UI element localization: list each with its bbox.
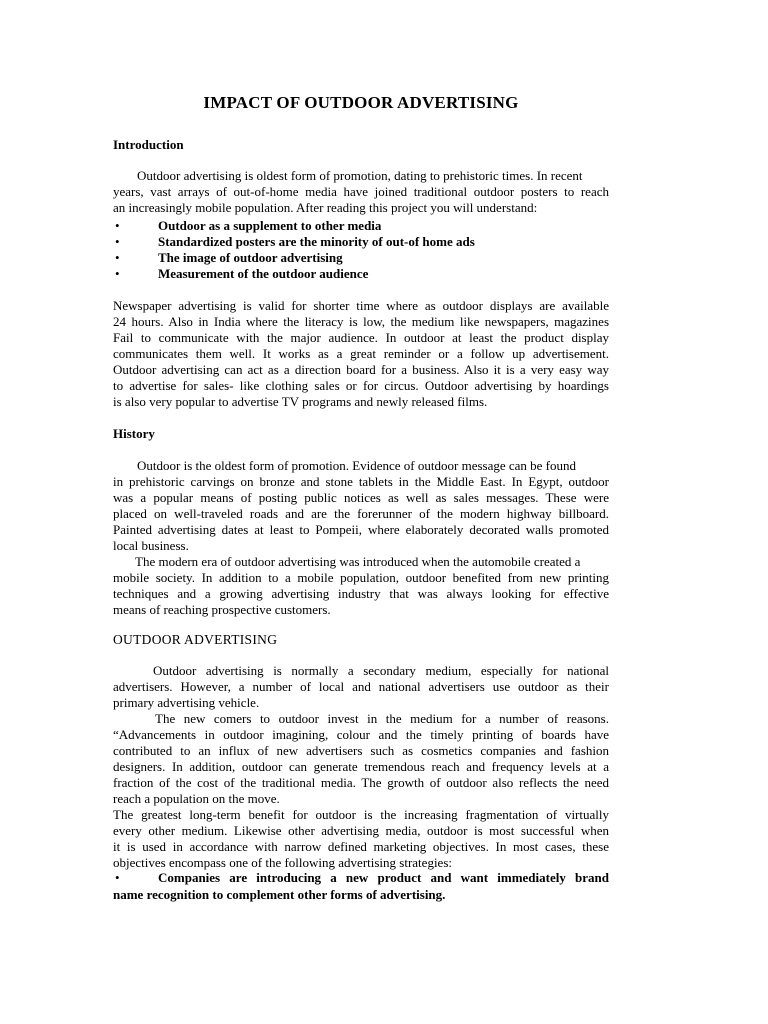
text-line: advertisers. However, a number of local and national advertisers use outdoor as their bbox=[113, 679, 609, 694]
text-line: it is used in accordance with narrow defined marketing objectives. In most cases, these bbox=[113, 839, 609, 854]
text-line: The new comers to outdoor invest in the medium for a number of reasons. bbox=[155, 711, 609, 726]
text-line: Outdoor advertising can act as a direction board for a business. Also it is a very easy way bbox=[113, 362, 609, 377]
text-line: objectives encompass one of the following advertising strategies: bbox=[113, 855, 452, 870]
list-item bbox=[113, 218, 609, 234]
list-item bbox=[113, 250, 609, 266]
text-line: contributed to an influx of new advertisers such as cosmetics companies and fashion bbox=[113, 743, 609, 758]
text-line: Outdoor advertising is oldest form of promotion, dating to prehistoric times. In recent bbox=[137, 168, 583, 183]
outdoor-paragraph-2 bbox=[113, 711, 609, 807]
outdoor-advertising-heading: OUTDOOR ADVERTISING bbox=[113, 632, 278, 647]
text-line: Fail to communicate with the major audience. In outdoor at least the product display bbox=[113, 330, 609, 345]
text-line: local business. bbox=[113, 538, 189, 553]
text-line: an increasingly mobile population. After reading this project you will understand: bbox=[113, 200, 538, 215]
list-item-text: The image of outdoor advertising bbox=[158, 250, 343, 265]
strategy-bullet bbox=[113, 869, 609, 903]
text-line: Painted advertising dates at least to Pompeii, where elaborately decorated walls promoted bbox=[113, 522, 609, 537]
text-line: is also very popular to advertise TV programs and newly released films. bbox=[113, 394, 488, 409]
bullet-icon: • bbox=[115, 250, 120, 265]
list-item bbox=[113, 234, 609, 250]
list-item-text-continued: name recognition to complement other forms of advertising. bbox=[113, 887, 446, 902]
list-item-text: Measurement of the outdoor audience bbox=[158, 266, 369, 281]
list-item-text: Companies are introducing a new product and want immediately brand bbox=[158, 870, 609, 885]
text-line: in prehistoric carvings on bronze and stone tablets in the Middle East. In Egypt, outdoor bbox=[113, 474, 609, 489]
text-line: placed on well-traveled roads and are the forerunner of the modern highway billboard. bbox=[113, 506, 609, 521]
bullet-icon: • bbox=[115, 218, 120, 233]
list-item bbox=[113, 266, 609, 282]
text-line: every other medium. Likewise other advertising media, outdoor is most successful when bbox=[113, 823, 609, 838]
text-line: “Advancements in outdoor imagining, colour and the timely printing of boards have bbox=[113, 727, 609, 742]
introduction-heading: Introduction bbox=[113, 137, 184, 152]
document-title: IMPACT OF OUTDOOR ADVERTISING bbox=[203, 93, 519, 112]
text-line: Outdoor advertising is normally a secondary medium, especially for national bbox=[153, 663, 609, 678]
outdoor-paragraph bbox=[113, 663, 609, 711]
text-line: Outdoor is the oldest form of promotion. Evidence of outdoor message can be found bbox=[137, 458, 577, 473]
text-line: reach a population on the move. bbox=[113, 791, 280, 806]
text-line: designers. In addition, outdoor can generate tremendous reach and frequency levels at a bbox=[113, 759, 609, 774]
history-paragraph bbox=[113, 458, 609, 554]
list-item-text: Standardized posters are the minority of out-of home ads bbox=[158, 234, 475, 249]
list-item bbox=[113, 869, 609, 886]
text-line: communicates them well. It works as a great reminder or a follow up advertisement. bbox=[113, 346, 609, 361]
introduction-paragraph bbox=[113, 168, 609, 216]
history-paragraph-2 bbox=[113, 554, 609, 618]
text-line: primary advertising vehicle. bbox=[113, 695, 260, 710]
text-line: was a popular means of posting public notices as well as sales messages. These were bbox=[113, 490, 609, 505]
text-line: means of reaching prospective customers. bbox=[113, 602, 331, 617]
text-line: The greatest long-term benefit for outdoor is the increasing fragmentation of virtually bbox=[113, 807, 609, 822]
introduction-bullet-list bbox=[113, 218, 609, 282]
list-item-text: Outdoor as a supplement to other media bbox=[158, 218, 382, 233]
text-line: The modern era of outdoor advertising was introduced when the automobile created a bbox=[135, 554, 581, 569]
bullet-icon: • bbox=[115, 234, 120, 249]
text-line: mobile society. In addition to a mobile population, outdoor benefited from new printing bbox=[113, 570, 609, 585]
outdoor-paragraph-3 bbox=[113, 807, 609, 871]
text-line: to advertise for sales- like clothing sales or for circus. Outdoor advertising by hoardings bbox=[113, 378, 609, 393]
text-line: years, vast arrays of out-of-home media have joined traditional outdoor posters to reach bbox=[113, 184, 609, 199]
introduction-paragraph-2 bbox=[113, 298, 609, 410]
text-line: Newspaper advertising is valid for shorter time where as outdoor displays are available bbox=[113, 298, 609, 313]
history-heading: History bbox=[113, 426, 155, 441]
text-line: fraction of the cost of the traditional media. The growth of outdoor also reflects the need bbox=[113, 775, 609, 790]
bullet-icon: • bbox=[115, 266, 120, 281]
text-line: techniques and a growing advertising industry that was always looking for effective bbox=[113, 586, 609, 601]
bullet-icon: • bbox=[115, 870, 120, 885]
text-line: 24 hours. Also in India where the literacy is low, the medium like newspapers, magazines bbox=[113, 314, 609, 329]
